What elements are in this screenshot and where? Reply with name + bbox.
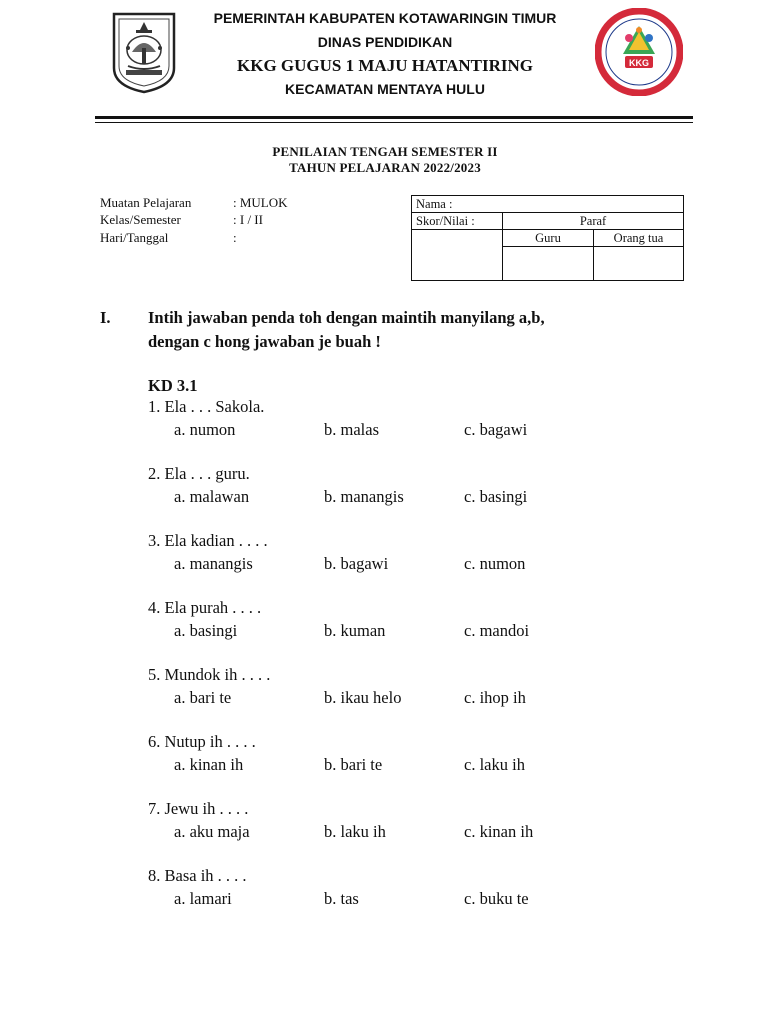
option-c[interactable]: c. mandoi <box>464 621 530 640</box>
option-b[interactable]: b. bari te <box>324 755 383 774</box>
teacher-signature-label: Guru <box>503 230 594 247</box>
signature-header: Paraf <box>503 213 684 230</box>
gov-name: PEMERINTAH KABUPATEN KOTAWARINGIN TIMUR <box>213 10 557 26</box>
exam-title: PENILAIAN TENGAH SEMESTER II <box>272 144 498 159</box>
option-b[interactable]: b. malas <box>324 420 379 439</box>
parent-signature-label: Orang tua <box>594 230 684 247</box>
question-3: 3. Ela kadian . . . . <box>148 531 268 550</box>
option-a[interactable]: a. basingi <box>174 621 238 640</box>
question-5: 5. Mundok ih . . . . <box>148 665 271 684</box>
score-box <box>411 195 684 281</box>
question-1: 1. Ela . . . Sakola. <box>148 397 265 416</box>
question-6: 6. Nutup ih . . . . <box>148 732 256 751</box>
header-divider-thin <box>95 122 693 123</box>
option-c[interactable]: c. buku te <box>464 889 529 908</box>
kkg-logo-text: KKG <box>629 58 649 68</box>
name-field[interactable]: Nama : <box>412 196 684 213</box>
option-c[interactable]: c. ihop ih <box>464 688 526 707</box>
option-c[interactable]: c. laku ih <box>464 755 525 774</box>
question-8: 8. Basa ih . . . . <box>148 866 247 885</box>
department-name: DINAS PENDIDIKAN <box>317 34 453 50</box>
option-b[interactable]: b. kuman <box>324 621 386 640</box>
option-b[interactable]: b. laku ih <box>324 822 386 841</box>
academic-year: TAHUN PELAJARAN 2022/2023 <box>289 160 481 175</box>
option-a[interactable]: a. bari te <box>174 688 232 707</box>
option-c[interactable]: c. kinan ih <box>464 822 534 841</box>
kd-label: KD 3.1 <box>148 376 198 395</box>
info-value-subject: : MULOK <box>233 195 288 210</box>
option-c[interactable]: c. numon <box>464 554 526 573</box>
header-divider-thick <box>95 116 693 119</box>
parent-signature-cell[interactable] <box>594 247 684 281</box>
instruction-line-2: dengan c hong jawaban je buah ! <box>148 332 381 351</box>
score-field[interactable]: Skor/Nilai : <box>412 213 503 230</box>
option-b[interactable]: b. ikau helo <box>324 688 402 707</box>
district-name: KECAMATAN MENTAYA HULU <box>285 81 485 97</box>
option-a[interactable]: a. lamari <box>174 889 232 908</box>
question-7: 7. Jewu ih . . . . <box>148 799 249 818</box>
option-a[interactable]: a. malawan <box>174 487 250 506</box>
option-a[interactable]: a. kinan ih <box>174 755 244 774</box>
question-4: 4. Ela purah . . . . <box>148 598 262 617</box>
section-number: I. <box>100 308 111 327</box>
option-b[interactable]: b. manangis <box>324 487 404 506</box>
kkg-name: KKG GUGUS 1 MAJU HATANTIRING <box>237 56 533 75</box>
teacher-signature-cell[interactable] <box>503 247 594 281</box>
option-c[interactable]: c. bagawi <box>464 420 528 439</box>
question-2: 2. Ela . . . guru. <box>148 464 250 483</box>
info-label-class: Kelas/Semester <box>100 212 181 227</box>
instruction-line-1: Intih jawaban penda toh dengan maintih manyilang a,b, <box>148 308 545 327</box>
option-a[interactable]: a. numon <box>174 420 236 439</box>
info-value-class: : I / II <box>233 212 263 227</box>
option-a[interactable]: a. aku maja <box>174 822 250 841</box>
info-label-subject: Muatan Pelajaran <box>100 195 192 210</box>
option-b[interactable]: b. tas <box>324 889 359 908</box>
score-value-cell[interactable] <box>412 230 503 281</box>
option-b[interactable]: b. bagawi <box>324 554 389 573</box>
info-label-date: Hari/Tanggal <box>100 230 169 245</box>
option-c[interactable]: c. basingi <box>464 487 528 506</box>
option-a[interactable]: a. manangis <box>174 554 253 573</box>
info-value-date: : <box>233 230 237 245</box>
